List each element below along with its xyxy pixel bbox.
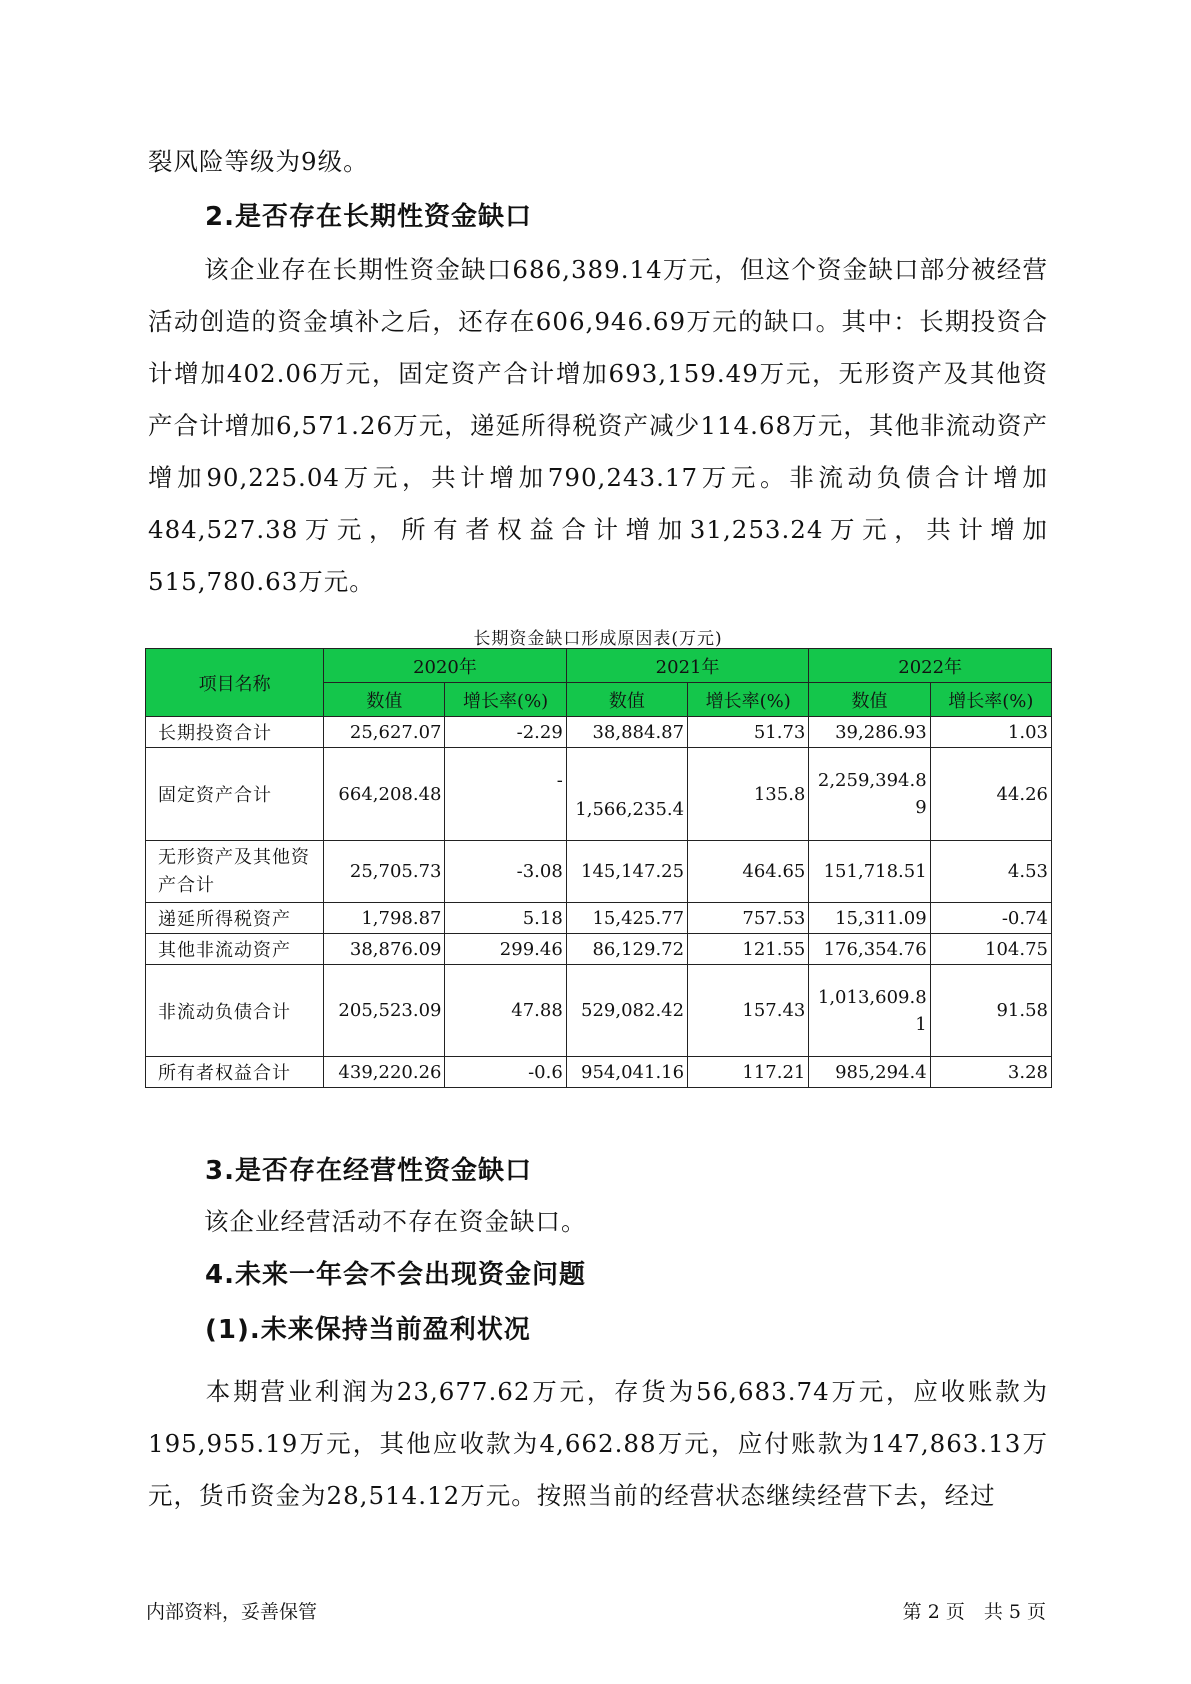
cell-value-2020: 439,220.26 [324, 1057, 445, 1088]
long-term-gap-table [145, 648, 1052, 1088]
table-row [146, 841, 1052, 903]
table-row [146, 934, 1052, 965]
cell-rate-2021: 464.65 [688, 841, 809, 903]
cell-value-2022: 176,354.76 [809, 934, 930, 965]
year-header-2022: 2022年 [809, 649, 1052, 683]
cell-rate-2020: 47.88 [445, 965, 566, 1057]
cell-rate-2020: - [445, 748, 566, 841]
cell-rate-2021: 135.8 [688, 748, 809, 841]
heading-future-funding: 4.未来一年会不会出现资金问题 [205, 1260, 586, 1290]
heading-operating-gap: 3.是否存在经营性资金缺口 [205, 1156, 532, 1186]
cell-rate-2021: 117.21 [688, 1057, 809, 1088]
cell-value-2022: 2,259,394.89 [809, 748, 930, 841]
cell-rate-2022: 3.28 [930, 1057, 1051, 1088]
cell-rate-2021: 121.55 [688, 934, 809, 965]
cell-value-2021: 954,041.16 [566, 1057, 687, 1088]
item-name-header: 项目名称 [146, 649, 324, 717]
cell-value-2022: 985,294.4 [809, 1057, 930, 1088]
cell-rate-2020: -2.29 [445, 717, 566, 748]
paragraph-future-profit: 本期营业利润为23,677.62万元，存货为56,683.74万元，应收账款为195,955.19万元，其他应收款为4,662.88万元，应付账款为147,863.13万元，货币资金为28,514.12万元。按照当前的经营状态继续经营下去，经过 [148, 1377, 1048, 1510]
paragraph-risk-level: 裂风险等级为9级。 [148, 147, 369, 176]
table-row [146, 903, 1052, 934]
row-label: 所有者权益合计 [146, 1057, 324, 1088]
rate-header: 增长率(%) [688, 683, 809, 717]
cell-value-2022: 151,718.51 [809, 841, 930, 903]
cell-value-2020: 25,705.73 [324, 841, 445, 903]
cell-rate-2022: 104.75 [930, 934, 1051, 965]
cell-rate-2022: 1.03 [930, 717, 1051, 748]
cell-value-2020: 38,876.09 [324, 934, 445, 965]
cell-value-2020: 664,208.48 [324, 748, 445, 841]
value-header: 数值 [809, 683, 930, 717]
table-row [146, 1057, 1052, 1088]
row-label: 无形资产及其他资产合计 [146, 841, 324, 903]
cell-value-2021: 86,129.72 [566, 934, 687, 965]
cell-value-2021: 529,082.42 [566, 965, 687, 1057]
row-label: 递延所得税资产 [146, 903, 324, 934]
cell-rate-2022: 91.58 [930, 965, 1051, 1057]
cell-rate-2020: -3.08 [445, 841, 566, 903]
cell-value-2021: 38,884.87 [566, 717, 687, 748]
table-row [146, 717, 1052, 748]
cell-value-2020: 25,627.07 [324, 717, 445, 748]
cell-rate-2020: 299.46 [445, 934, 566, 965]
year-header-2020: 2020年 [324, 649, 567, 683]
row-label: 其他非流动资产 [146, 934, 324, 965]
cell-value-2022: 39,286.93 [809, 717, 930, 748]
cell-rate-2020: 5.18 [445, 903, 566, 934]
cell-value-2021: 145,147.25 [566, 841, 687, 903]
rate-header: 增长率(%) [445, 683, 566, 717]
row-label: 非流动负债合计 [146, 965, 324, 1057]
table-row [146, 965, 1052, 1057]
cell-rate-2021: 157.43 [688, 965, 809, 1057]
cell-rate-2021: 51.73 [688, 717, 809, 748]
cell-value-2021: 15,425.77 [566, 903, 687, 934]
cell-value-2022: 15,311.09 [809, 903, 930, 934]
table-row [146, 748, 1052, 841]
value-header: 数值 [566, 683, 687, 717]
cell-value-2021: 1,566,235.4 [566, 748, 687, 841]
cell-value-2020: 1,798.87 [324, 903, 445, 934]
table-caption: 长期资金缺口形成原因表(万元) [473, 629, 723, 649]
year-header-2021: 2021年 [566, 649, 809, 683]
cell-rate-2022: -0.74 [930, 903, 1051, 934]
footer-page-number: 第 2 页 共 5 页 [902, 1601, 1046, 1623]
row-label: 长期投资合计 [146, 717, 324, 748]
row-label: 固定资产合计 [146, 748, 324, 841]
cell-rate-2020: -0.6 [445, 1057, 566, 1088]
cell-rate-2022: 44.26 [930, 748, 1051, 841]
paragraph-long-term-gap: 该企业存在长期性资金缺口686,389.14万元，但这个资金缺口部分被经营活动创造的资金填补之后，还存在606,946.69万元的缺口。其中：长期投资合计增加402.06万元，固定资产合计增加693,159.49万元，无形资产及其他资产合计增加6,571.26万元，递延所得税资产减少114.68万元，其他非流动资产增加90,225.04万元，共计增加790,243.17万元。非流动负债合计增加484,527.38万元，所有者权益合计增加31,253.24万元，共计增加515,780.63万元。 [148, 255, 1048, 596]
cell-rate-2022: 4.53 [930, 841, 1051, 903]
paragraph-operating-gap: 该企业经营活动不存在资金缺口。 [204, 1207, 587, 1236]
cell-value-2020: 205,523.09 [324, 965, 445, 1057]
heading-long-term-gap: 2.是否存在长期性资金缺口 [205, 202, 532, 232]
cell-rate-2021: 757.53 [688, 903, 809, 934]
rate-header: 增长率(%) [930, 683, 1051, 717]
footer-confidential-note: 内部资料，妥善保管 [146, 1601, 318, 1623]
cell-value-2022: 1,013,609.81 [809, 965, 930, 1057]
value-header: 数值 [324, 683, 445, 717]
heading-future-profit: (1).未来保持当前盈利状况 [205, 1315, 531, 1345]
